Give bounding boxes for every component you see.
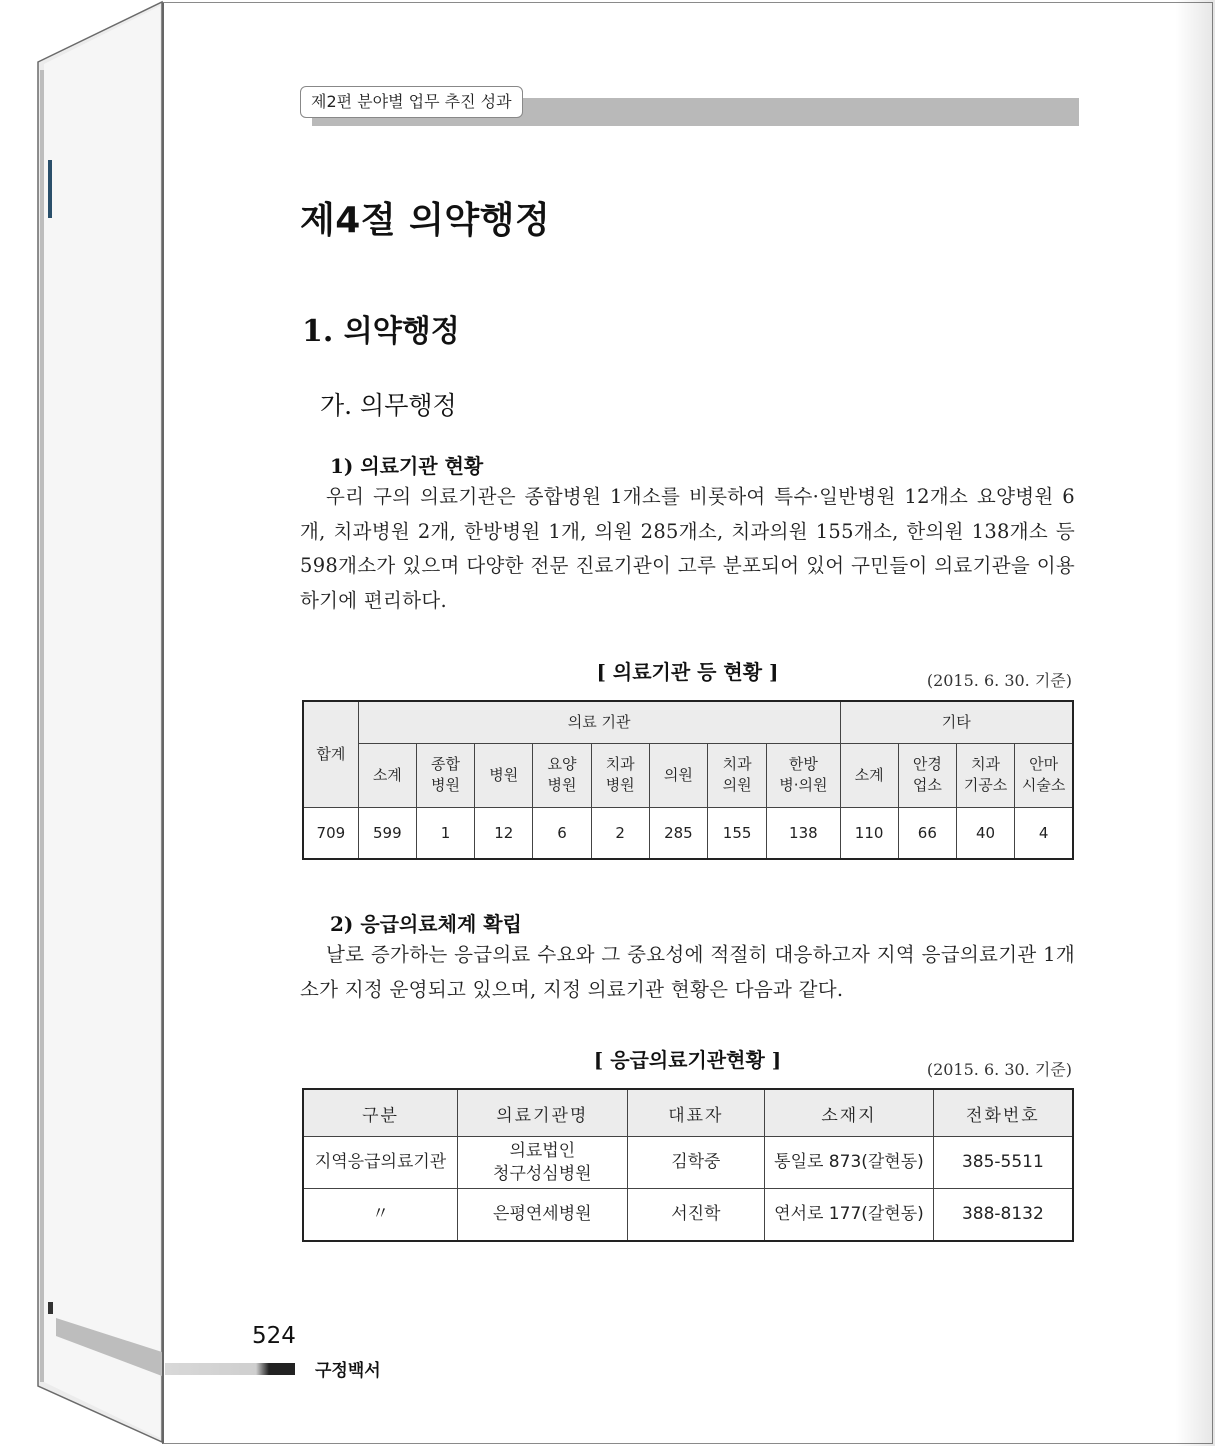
page-number: 524 bbox=[252, 1323, 296, 1349]
table-column-header: 소계 bbox=[840, 743, 898, 807]
table-cell: 155 bbox=[708, 807, 767, 859]
table-cell: 4 bbox=[1015, 807, 1073, 859]
table-column-header: 의료기관명 bbox=[458, 1089, 628, 1137]
table-column-header: 한방 병·의원 bbox=[767, 743, 840, 807]
subheading-medical-institutions: 1) 의료기관 현황 bbox=[330, 454, 484, 478]
table-cell: 2 bbox=[591, 807, 649, 859]
table-column-header: 소재지 bbox=[765, 1089, 934, 1137]
paragraph-medical-institutions: 우리 구의 의료기관은 종합병원 1개소를 비롯하여 특수·일반병원 12개소 요양병원 6개, 치과병원 2개, 한방병원 1개, 의원 285개소, 치과의원 155개소, 한의원 138개소 등 598개소가 있으며 다양한 전문 진료기관이 고루 분포되어 있어 구민들이 의료기관을 이용하기에 편리하다. bbox=[300, 485, 1075, 612]
table-column-header: 치과 병원 bbox=[591, 743, 649, 807]
table-header-total: 합계 bbox=[303, 701, 358, 807]
table-cell: 통일로 873(갈현동) bbox=[765, 1137, 934, 1189]
table-cell: 110 bbox=[840, 807, 898, 859]
table-2-title: [ 응급의료기관현황 ] bbox=[593, 1048, 782, 1072]
table-cell: 138 bbox=[767, 807, 840, 859]
table-cell: 연서로 177(갈현동) bbox=[765, 1189, 934, 1242]
table-1-title: [ 의료기관 등 현황 ] bbox=[596, 660, 779, 684]
table-cell: 709 bbox=[303, 807, 358, 859]
table-cell: 은평연세병원 bbox=[458, 1189, 628, 1242]
heading-2: 가. 의무행정 bbox=[320, 391, 457, 420]
table-cell: 1 bbox=[416, 807, 474, 859]
table-column-header: 의원 bbox=[649, 743, 707, 807]
book-spine bbox=[0, 0, 165, 1446]
table-cell: 의료법인 청구성심병원 bbox=[458, 1137, 628, 1189]
table-2-date: (2015. 6. 30. 기준) bbox=[926, 1060, 1072, 1079]
table-column-header: 안경 업소 bbox=[898, 743, 956, 807]
book-title: 구정백서 bbox=[315, 1361, 381, 1381]
table-cell: 385-5511 bbox=[933, 1137, 1073, 1189]
table-cell: 599 bbox=[358, 807, 416, 859]
table-cell: 12 bbox=[475, 807, 533, 859]
subheading-emergency-system: 2) 응급의료체계 확립 bbox=[330, 912, 522, 936]
table-column-header: 요양 병원 bbox=[533, 743, 591, 807]
table-cell: 40 bbox=[956, 807, 1014, 859]
medical-institutions-table bbox=[302, 700, 1074, 860]
table-header-group-medical: 의료 기관 bbox=[358, 701, 840, 743]
table-column-header: 병원 bbox=[475, 743, 533, 807]
table-column-header: 전화번호 bbox=[933, 1089, 1073, 1137]
table-cell: 285 bbox=[649, 807, 707, 859]
table-cell: 김학중 bbox=[627, 1137, 765, 1189]
table-cell: 66 bbox=[898, 807, 956, 859]
section-title: 제4절 의약행정 bbox=[300, 200, 551, 241]
table-header-group-other: 기타 bbox=[840, 701, 1073, 743]
table-cell: 지역응급의료기관 bbox=[303, 1137, 458, 1189]
table-cell: 388-8132 bbox=[933, 1189, 1073, 1242]
table-column-header: 치과 의원 bbox=[708, 743, 767, 807]
table-column-header: 종합 병원 bbox=[416, 743, 474, 807]
chapter-tab: 제2편 분야별 업무 추진 성과 bbox=[300, 86, 523, 118]
table-row bbox=[303, 1137, 1073, 1189]
table-column-header: 구분 bbox=[303, 1089, 458, 1137]
heading-1: 1. 의약행정 bbox=[302, 314, 460, 349]
table-cell: 6 bbox=[533, 807, 591, 859]
table-column-header: 대표자 bbox=[627, 1089, 765, 1137]
table-column-header: 치과 기공소 bbox=[956, 743, 1014, 807]
emergency-institutions-table bbox=[302, 1088, 1074, 1242]
table-column-header: 안마 시술소 bbox=[1015, 743, 1073, 807]
table-cell: 서진학 bbox=[627, 1189, 765, 1242]
table-column-header: 소계 bbox=[358, 743, 416, 807]
paragraph-emergency-system: 날로 증가하는 응급의료 수요와 그 중요성에 적절히 대응하고자 지역 응급의료기관 1개소가 지정 운영되고 있으며, 지정 의료기관 현황은 다음과 같다. bbox=[300, 943, 1075, 1001]
footer-bar bbox=[165, 1363, 295, 1375]
table-cell: 〃 bbox=[303, 1189, 458, 1242]
table-row bbox=[303, 1189, 1073, 1242]
table-1-date: (2015. 6. 30. 기준) bbox=[926, 671, 1072, 690]
